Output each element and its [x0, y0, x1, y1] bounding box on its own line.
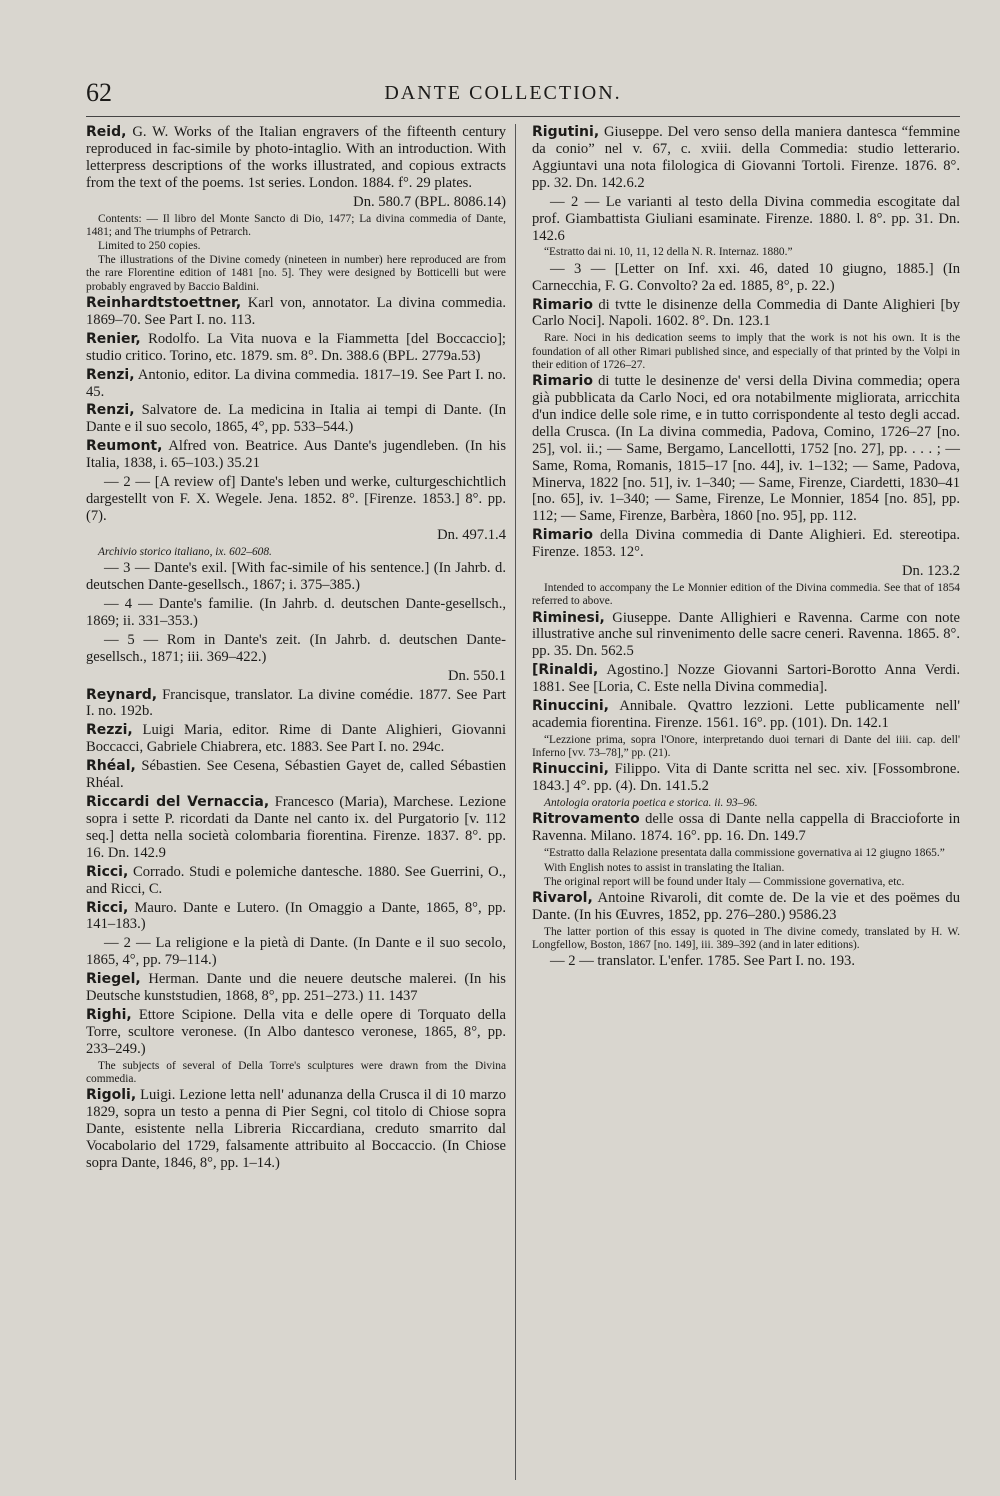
catalog-entry: [86, 402, 506, 436]
entry-text: Giuseppe. Dante Allighieri e Ravenna. Carme con note illustrative anche sul rinvenimento delle sacre ceneri. Ravenna. 1865. 8°. pp. 35. Dn. 562.5: [532, 609, 960, 660]
catalog-entry: [86, 124, 506, 192]
entry-heading: [Rinaldi,: [532, 662, 599, 679]
sub-entry: — 2 — translator. L'enfer. 1785. See Part I. no. 193.: [550, 953, 855, 970]
entry-text: Annibale. Qvattro lezzioni. Lette publicamente nell' academia fiorentina. Firenze. 1561. 16°. pp. (101). Dn. 142.1: [532, 698, 960, 732]
entry-text: Alfred von. Beatrice. Aus Dante's jugendleben. (In his Italia, 1838, i. 65–103.) 35.21: [86, 438, 506, 472]
entry-text: Sébastien. See Cesena, Sébastien Gayet de, called Sébastien Rhéal.: [86, 758, 506, 792]
entry-note: Antologia oratoria poetica e storica. ii. 93–96.: [544, 797, 758, 810]
page-number: 62: [86, 78, 112, 107]
catalog-entry: [86, 438, 506, 472]
catalog-entry: [532, 610, 960, 661]
catalog-entry: [86, 864, 506, 898]
entry-heading: Rivarol,: [532, 889, 593, 906]
entry-text: Rodolfo. La Vita nuova e la Fiammetta [del Boccaccio]; studio critico. Torino, etc. 1879. sm. 8°. Dn. 388.6 (BPL. 2779a.53): [86, 330, 506, 364]
right-column: [532, 124, 960, 972]
entry-note: Rare. Noci in his dedication seems to imply that the work is not his own. It is the foundation of all other Rimari published since, and especially of that printed by the Volpi in their edition of 1726–27.: [532, 332, 960, 371]
entry-text: di tvtte le disinenze della Commedia di Dante Alighieri [by Carlo Noci]. Napoli. 1602. 8°. Dn. 123.1: [532, 296, 960, 330]
entry-heading: Rimario: [532, 296, 593, 313]
entry-text: Luigi Maria, editor. Rime di Dante Alighieri, Giovanni Boccacci, Gabriele Chiabrera, etc. 1883. See Part I. no. 294c.: [86, 722, 506, 756]
entry-text: Francisque, translator. La divine comédie. 1877. See Part I. no. 192b.: [86, 686, 506, 720]
entry-note: The subjects of several of Della Torre's sculptures were drawn from the Divina commedia.: [86, 1059, 506, 1086]
entry-heading: Ritrovamento: [532, 811, 640, 828]
catalog-entry: [532, 297, 960, 331]
entry-text: Francesco (Maria), Marchese. Lezione sopra i sette P. ricordati da Dante nel canto ix. del Purgatorio [v. 112 seq.] detta nella società colombaria fiorentina. Firenze. 1837. 8°. pp. 16. Dn. 142.9: [86, 794, 506, 861]
catalog-entry: [86, 295, 506, 329]
catalog-entry: [532, 761, 960, 795]
catalog-entry: [532, 811, 960, 845]
entry-text: di tutte le desinenze de' versi della Divina commedia; opera già pubblicata da Carlo Noci, ed ora notabilmente migliorata, arricchita d'un indice delle sole rime, e in tutto corrispondente al testo degli accad. della Crusca. (In La divina commedia, Padova, Comino, 1726–27 [no. 25], vol. ii.; — Same, Bergamo, Lancellotti, 1752 [no. 27], pp. . . . ; — Same, Roma, Romanis, 1815–17 [no. 44], iv. 1–132; — Same, Padova, Minerva, 1822 [no. 51], iv. 1–340; — Same, Firenze, Ciardetti, 1830–41 [no. 65], iv. 1–340; — Same, Firenze, Le Monnier, 1854 [no. 85], pp. 112; — Same, Firenze, Barbèra, 1860 [no. 95], pp. 112.: [532, 373, 960, 525]
entry-heading: Reumont,: [86, 438, 163, 455]
entry-note: “Lezzione prima, sopra l'Onore, interpretando duoi ternari di Dante del iiii. cap. dell' Inferno [vv. 73–78],” pp. (21).: [532, 733, 960, 760]
entry-heading: Reid,: [86, 124, 127, 140]
entry-note: The latter portion of this essay is quoted in The divine comedy, translated by H. W. Longfellow, Boston, 1867 [no. 149], iii. 389–392 (and in later editions).: [532, 925, 960, 952]
catalog-entry: [532, 890, 960, 924]
entry-heading: Renier,: [86, 330, 141, 347]
entry-text: Luigi. Lezione letta nell' adunanza della Crusca il di 10 marzo 1829, sopra un testo a penna di Pier Segni, col titolo di Chiose sopra Dante, esistente nella Libreria Riccardiana, creduto smarrito dal Vocabolario del 1729, falsamente attribuito al Boccaccio. (In Chiose sopra Dante, 1846, 8°, pp. 1–14.): [86, 1087, 506, 1171]
entry-heading: Rezzi,: [86, 722, 133, 739]
catalog-entry: [86, 794, 506, 862]
entry-text: Karl von, annotator. La divina commedia. 1869–70. See Part I. no. 113.: [86, 294, 506, 328]
header-rule: [86, 116, 960, 117]
entry-heading: Rimario: [532, 373, 593, 390]
entry-heading: Righi,: [86, 1007, 132, 1024]
entry-text: Antoine Rivaroli, dit comte de. De la vie et des poëmes du Dante. (In his Œuvres, 1852, pp. 276–280.) 9586.23: [532, 889, 960, 923]
catalog-entry: [532, 527, 960, 561]
entry-heading: Reynard,: [86, 686, 158, 703]
entry-heading: Rimario: [532, 527, 593, 544]
entry-note: “Estratto dalla Relazione presentata dalla commissione governativa ai 12 giugno 1865.”: [544, 847, 945, 860]
entry-heading: Renzi,: [86, 402, 135, 419]
entry-heading: Renzi,: [86, 366, 135, 383]
catalog-entry: [86, 722, 506, 756]
entry-text: Herman. Dante und die neuere deutsche malerei. (In his Deutsche kunststudien, 1868, 8°, pp. 251–273.) 11. 1437: [86, 971, 506, 1005]
entry-heading: Riccardi del Vernaccia,: [86, 794, 270, 811]
catalog-entry: [532, 662, 960, 696]
sub-entry: — 3 — [Letter on Inf. xxi. 46, dated 10 giugno, 1885.] (In Carnecchia, F. G. Convolto? 2a ed. 1885, 8°, p. 22.): [532, 260, 960, 294]
entry-note: The original report will be found under Italy — Commissione governativa, etc.: [544, 875, 905, 888]
entry-note: Contents: — Il libro del Monte Sancto di Dio, 1477; La divina commedia of Dante, 1481; and The triumphs of Petrarch.: [86, 212, 506, 238]
entry-text: Mauro. Dante e Lutero. (In Omaggio a Dante, 1865, 8°, pp. 141–183.): [86, 899, 506, 933]
catalog-entry: [532, 373, 960, 525]
entry-heading: Riegel,: [86, 971, 141, 988]
catalog-entry: [86, 971, 506, 1005]
call-number: Dn. 497.1.4: [437, 526, 506, 543]
entry-text: Giuseppe. Del vero senso della maniera dantesca “femmine da conio” nel v. 67, c. xviii. della Commedia: studio letterario. Aggiuntavi una nota filologica di Giovanni Tortoli. Firenze. 1876. 8°. pp. 32. Dn. 142.6.2: [532, 124, 960, 191]
entry-heading: Reinhardtstoettner,: [86, 294, 242, 311]
catalog-entry: [86, 687, 506, 721]
call-number: Dn. 550.1: [448, 667, 506, 684]
entry-note: Intended to accompany the Le Monnier edition of the Divina commedia. See that of 1854 referred to above.: [532, 582, 960, 608]
sub-entry: — 2 — La religione e la pietà di Dante. (In Dante e il suo secolo, 1865, 4°, pp. 79–114.): [86, 935, 506, 969]
entry-text: della Divina commedia di Dante Alighieri. Ed. stereotipa. Firenze. 1853. 12°.: [532, 527, 960, 561]
entry-heading: Rigutini,: [532, 124, 600, 140]
sub-entry: — 2 — Le varianti al testo della Divina commedia escogitate dal prof. Giambattista Giuliani esaminate. Firenze. 1880. l. 8°. pp. 31. Dn. 142.6: [532, 193, 960, 244]
entry-text: G. W. Works of the Italian engravers of the fifteenth century reproduced in fac-simile by photo-intaglio. With an introduction. With letterpress descriptions of the works illustrated, and copious extracts from the text of the poems. 1st series. London. 1884. f°. 29 plates.: [86, 124, 506, 191]
entry-text: delle ossa di Dante nella cappella di Braccioforte in Ravenna. Milano. 1874. 16°. pp. 16. Dn. 149.7: [532, 811, 960, 845]
catalog-entry: [532, 698, 960, 732]
entry-heading: Rigoli,: [86, 1087, 137, 1104]
entry-heading: Rinuccini,: [532, 698, 609, 715]
page-header: [86, 78, 960, 118]
entry-text: Salvatore de. La medicina in Italia ai tempi di Dante. (In Dante e il suo secolo, 1865, 4°, pp. 533–544.): [86, 402, 506, 436]
entry-text: Ettore Scipione. Della vita e delle opere di Torquato della Torre, scultore veronese. (In Albo dantesco veronese, 1865, 8°, pp. 233–249.): [86, 1007, 506, 1057]
left-column: [86, 124, 506, 1174]
catalog-entry: [86, 900, 506, 934]
catalog-entry: [86, 331, 506, 365]
entry-text: Corrado. Studi e polemiche dantesche. 1880. See Guerrini, O., and Ricci, C.: [86, 863, 506, 897]
entry-text: Antonio, editor. La divina commedia. 1817–19. See Part I. no. 45.: [86, 366, 506, 400]
entry-heading: Rinuccini,: [532, 761, 609, 778]
entry-note: Limited to 250 copies.: [98, 240, 201, 253]
entry-heading: Ricci,: [86, 899, 129, 916]
running-title: DANTE COLLECTION.: [384, 82, 622, 104]
entry-note: The illustrations of the Divine comedy (nineteen in number) here reproduced are from the rare Florentine edition of 1481 [no. 5]. They were designed by Botticelli but were probably engraved by Baccio Baldini.: [86, 254, 506, 293]
catalog-entry: [86, 1007, 506, 1058]
catalog-entry: [86, 367, 506, 401]
call-number: Dn. 123.2: [902, 563, 960, 580]
column-divider: [515, 124, 516, 1480]
entry-note: “Estratto dai ni. 10, 11, 12 della N. R. Internaz. 1880.”: [544, 246, 793, 259]
entry-heading: Ricci,: [86, 863, 129, 880]
entry-text: Agostino.] Nozze Giovanni Sartori-Borotto Anna Verdi. 1881. See [Loria, C. Este nella Divina commedia].: [532, 662, 960, 696]
entry-text: Filippo. Vita di Dante scritta nel sec. xiv. [Fossombrone. 1843.] 4°. pp. (4). Dn. 141.5.2: [532, 761, 960, 795]
catalog-entry: [532, 124, 960, 192]
sub-entry: — 4 — Dante's familie. (In Jahrb. d. deutschen Dante-gesellsch., 1869; ii. 331–353.): [86, 595, 506, 629]
entry-note: Archivio storico italiano, ix. 602–608.: [98, 545, 272, 558]
sub-entry: — 2 — [A review of] Dante's leben und werke, culturgeschichtlich dargestellt von F. X. Wegele. Jena. 1852. 8°. [Firenze. 1853.] 8°. pp. (7).: [86, 474, 506, 524]
call-number: Dn. 580.7 (BPL. 8086.14): [353, 193, 506, 210]
sub-entry: — 3 — Dante's exil. [With fac-simile of his sentence.] (In Jahrb. d. deutschen Dante-gesellsch., 1867; i. 375–385.): [86, 560, 506, 593]
entry-note: With English notes to assist in translating the Italian.: [544, 861, 785, 874]
entry-heading: Riminesi,: [532, 609, 605, 626]
catalog-entry: [86, 758, 506, 792]
entry-heading: Rhéal,: [86, 758, 136, 775]
catalog-entry: [86, 1087, 506, 1172]
sub-entry: — 5 — Rom in Dante's zeit. (In Jahrb. d. deutschen Dante-gesellsch., 1871; iii. 369–422.): [86, 631, 506, 665]
